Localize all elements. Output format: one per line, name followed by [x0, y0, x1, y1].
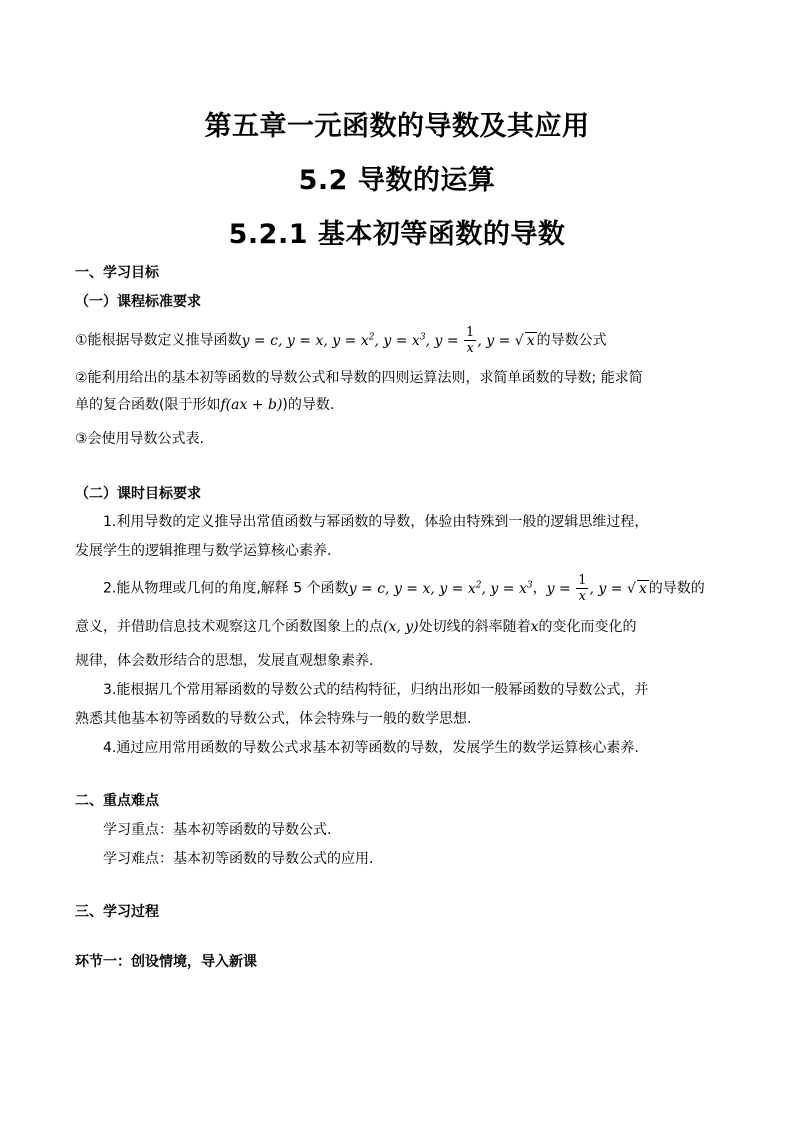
lesson-objective-1-line-2: 发展学生的逻辑推理与数学运算核心素养.: [75, 543, 332, 559]
heading-learning-process: 三、学习过程: [75, 904, 159, 920]
lesson-objective-3-line-1: 3.能根据几个常用幂函数的导数公式的结构特征，归纳出形如一般幂函数的导数公式，并: [103, 682, 649, 698]
lesson-objective-4-line-1: 4.通过应用常用函数的导数公式求基本初等函数的导数，发展学生的数学运算核心素养.: [103, 740, 639, 756]
composite-function-formula: f(ax + b): [220, 397, 283, 413]
heading-lesson-objectives: （二）课时目标要求: [75, 486, 201, 502]
key-point-text: 学习重点：基本初等函数的导数公式.: [103, 822, 332, 838]
lesson-objective-2-line-1: 2.能从物理或几何的角度,解释 5 个函数y = c, y = x, $y = x^2$, $y = x^3$，y = $\frac{1}{x}$ , y = √ x 的导数的: [103, 573, 705, 604]
difficult-point-text: 学习难点：基本初等函数的导数公式的应用.: [103, 851, 374, 867]
objective-item-3: ③会使用导数公式表.: [75, 431, 205, 447]
function-list-formula: y = c, y = x, $y = x^2$, $y = x^3$, y = $\frac{1}{x}$ , y = √ x: [241, 325, 535, 356]
section-title: 5.2 导数的运算: [298, 165, 496, 196]
lesson-objective-2-line-3: 规律，体会数形结合的思想，发展直观想象素养.: [75, 653, 374, 669]
lesson-objective-2-line-2: 意义，并借助信息技术观察这几个函数图象上的点(x, y)处切线的斜率随着x的变化而变化的: [75, 619, 637, 635]
heading-learning-objectives: 一、学习目标: [75, 265, 159, 281]
heading-curriculum-standards: （一）课程标准要求: [75, 294, 201, 310]
objective-item-2-line-2: 单的复合函数(限于形如f(ax + b))的导数.: [75, 397, 335, 413]
chapter-title: 第五章一元函数的导数及其应用: [204, 111, 590, 142]
step-1-heading: 环节一：创设情境，导入新课: [75, 954, 257, 970]
five-functions-formula: y = c, y = x, $y = x^2$, $y = x^3$: [348, 579, 533, 597]
objective-item-1: ①能根据导数定义推导函数y = c, y = x, $y = x^2$, $y = x^3$, y = $\frac{1}{x}$ , y = √ x 的导数公式: [75, 325, 607, 356]
subsection-title: 5.2.1 基本初等函数的导数: [228, 219, 566, 250]
lesson-objective-1-line-1: 1.利用导数的定义推导出常值函数与幂函数的导数，体验由特殊到一般的逻辑思维过程，: [103, 514, 649, 530]
objective-item-2-line-1: ②能利用给出的基本初等函数的导数公式和导数的四则运算法则，求简单函数的导数; 能求简: [75, 370, 643, 386]
heading-key-difficult-points: 二、重点难点: [75, 793, 159, 809]
lesson-objective-3-line-2: 熟悉其他基本初等函数的导数公式，体会特殊与一般的数学思想.: [75, 711, 472, 727]
